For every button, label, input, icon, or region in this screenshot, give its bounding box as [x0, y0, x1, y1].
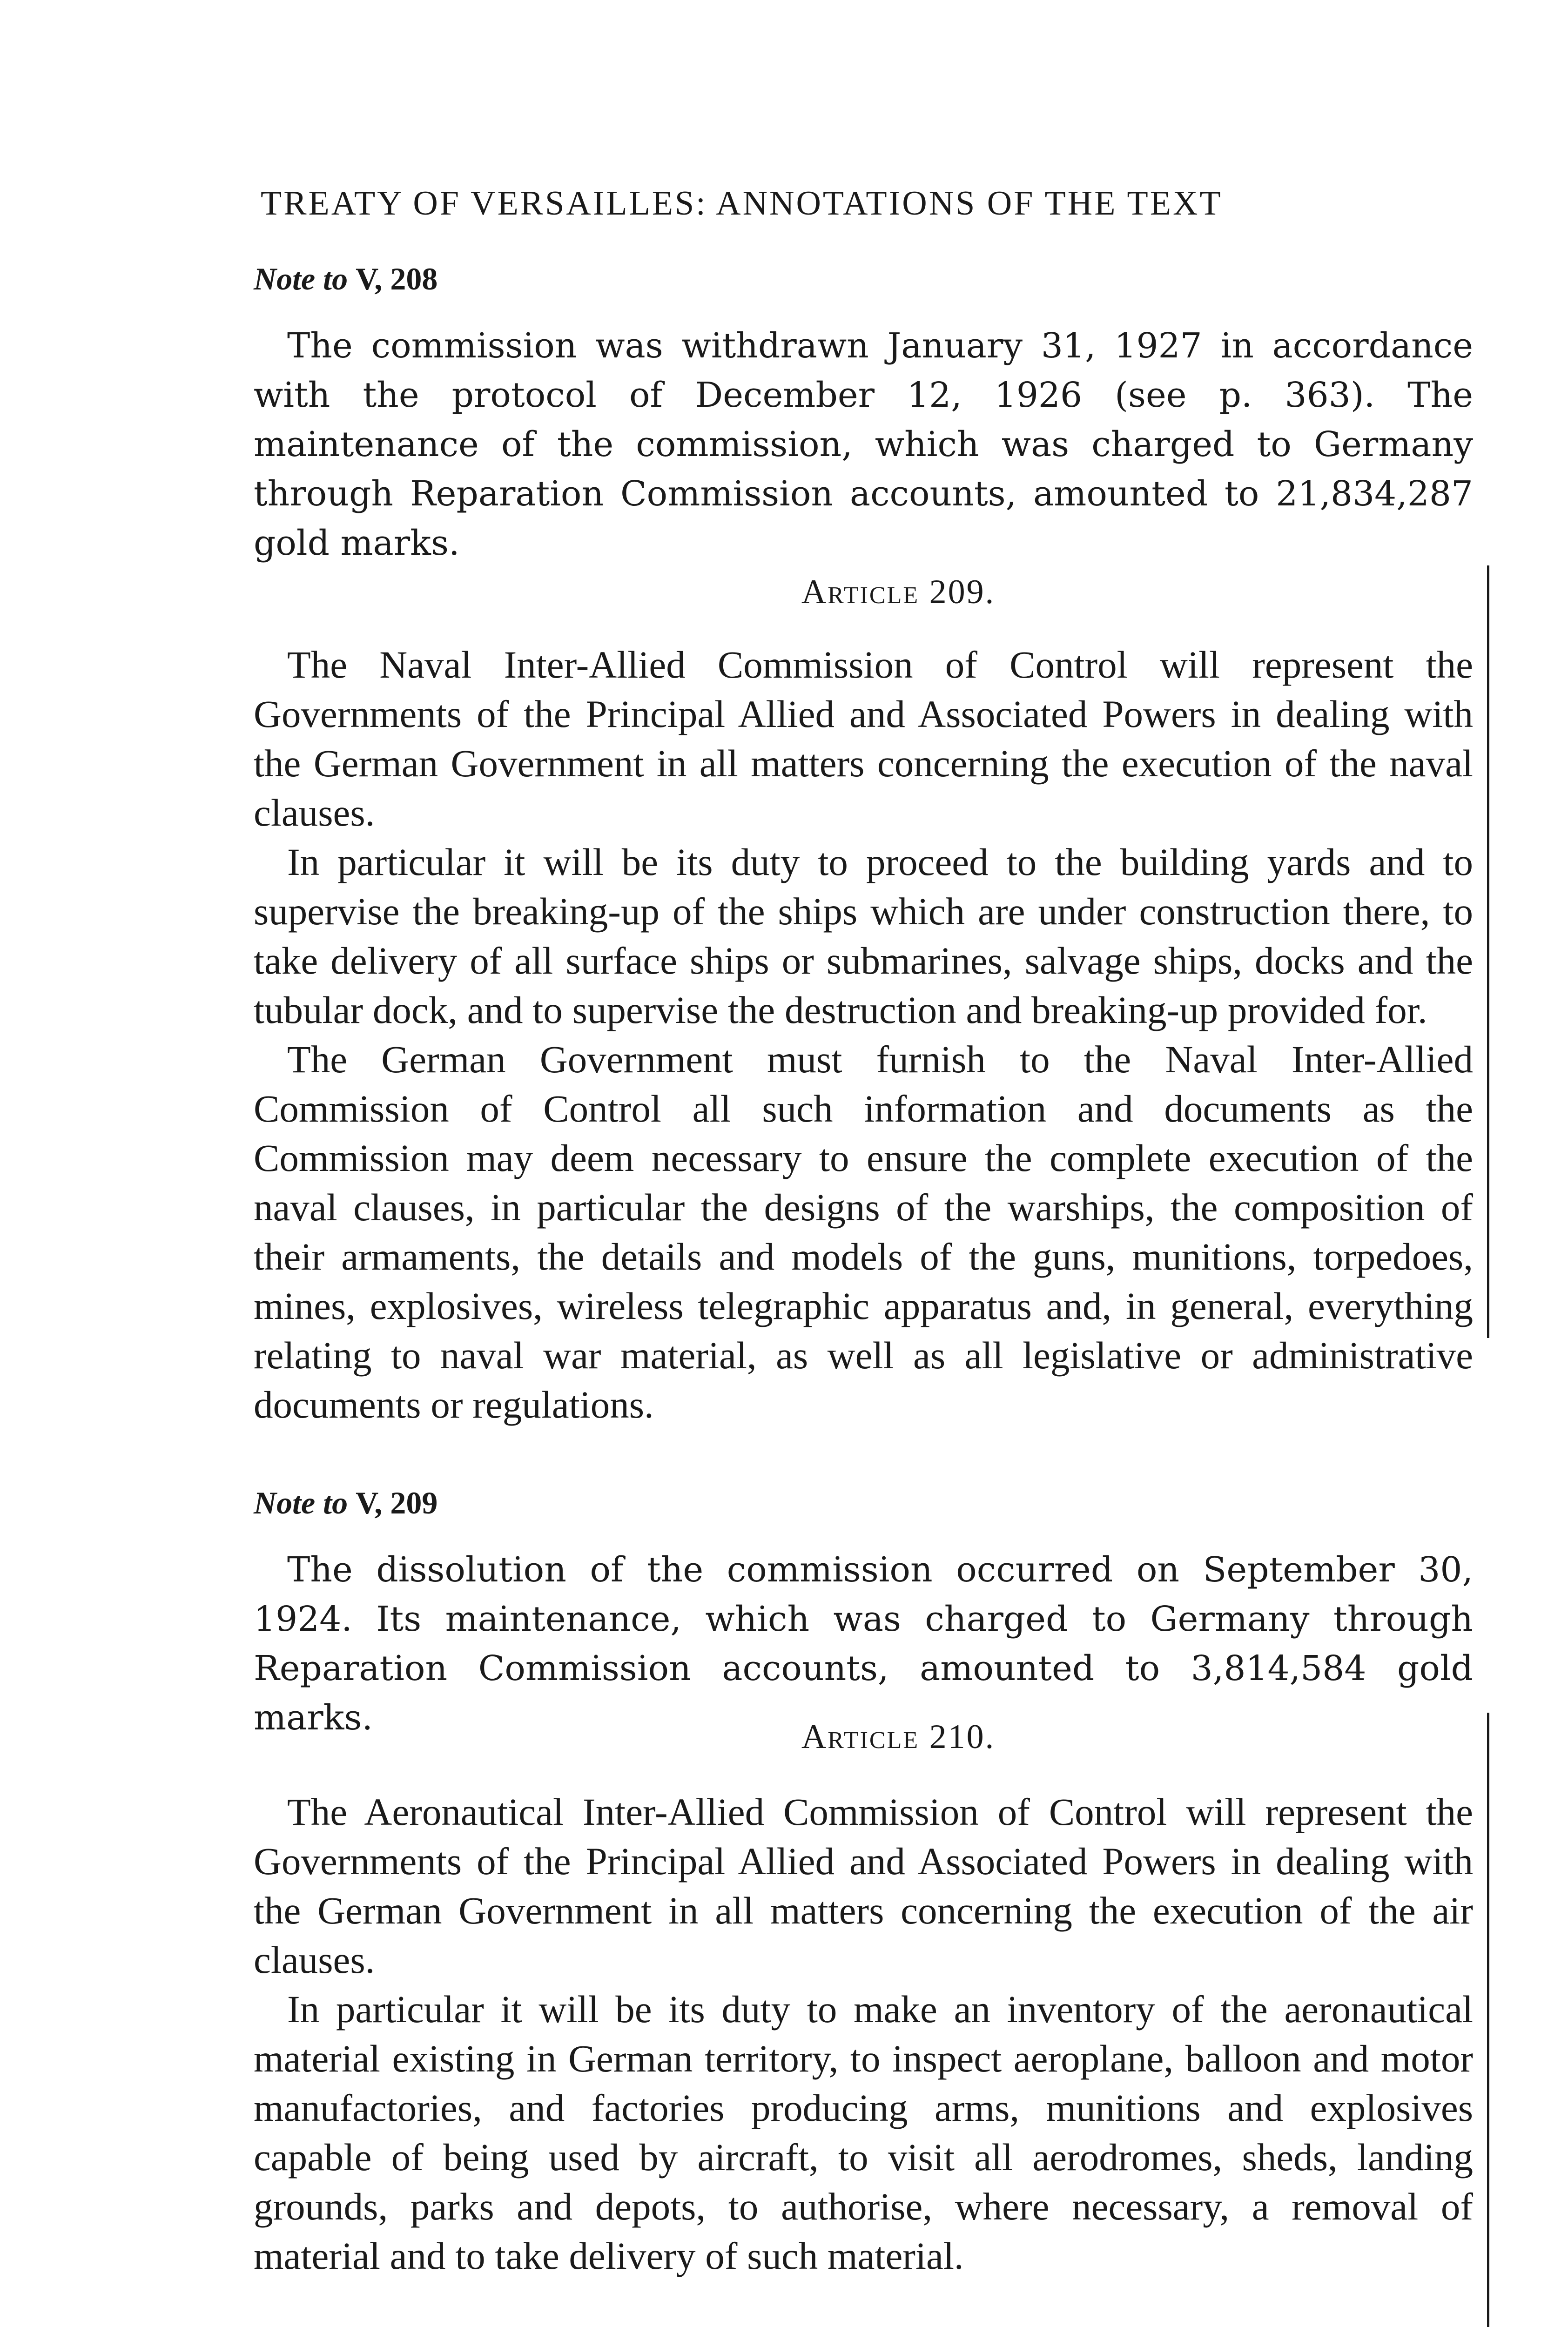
note-reference: V, 209 — [356, 1485, 438, 1520]
note-209-body — [254, 1545, 1473, 1742]
article-209-margin-rule — [1487, 565, 1489, 1338]
note-label: Note to — [254, 261, 348, 296]
article-210-heading: Article 210. — [801, 1718, 996, 1756]
article-210-margin-rule — [1487, 1713, 1489, 2327]
article-210-body — [254, 1787, 1473, 2280]
running-header: TREATY OF VERSAILLES: ANNOTATIONS OF THE TEXT — [261, 184, 1223, 222]
article-paragraph: The Naval Inter-Allied Commission of Control will represent the Governments of the Principal Allied and Associated Powers in dealing with the German Government in all matters concerning the execution of the naval clauses. — [254, 643, 1473, 834]
note-paragraph: The dissolution of the commission occurred on September 30, 1924. Its maintenance, which was charged to Germany through Reparation Commission accounts, amounted to 3,814,584 gold marks. — [254, 1550, 1473, 1738]
article-209-heading: Article 209. — [801, 573, 996, 611]
note-208-heading — [254, 261, 437, 297]
article-209-body — [254, 640, 1473, 1429]
note-paragraph: The commission was withdrawn January 31, 1927 in accordance with the protocol of December 12, 1926 (see p. 363). The maintenance of the commission, which was charged to Germany through Reparation Commission accounts, amounted to 21,834,287 gold marks. — [254, 326, 1473, 563]
article-paragraph: In particular it will be its duty to proceed to the building yards and to supervise the breaking-up of the ships which are under construction there, to take delivery of all surface ships or submarines, salvage ships, docks and the tubular dock, and to supervise the destruction and breaking-up provided for. — [254, 841, 1473, 1031]
article-paragraph: The German Government must furnish to the Naval Inter-Allied Commission of Control all such information and documents as the Commission may deem necessary to ensure the complete execution of the naval clauses, in particular the designs of the warships, the composition of their armaments, the details and models of the guns, munitions, torpedoes, mines, explosives, wireless telegraphic apparatus and, in general, everything relating to naval war material, as well as all legislative or administrative documents or regulations. — [254, 1038, 1473, 1426]
note-label: Note to — [254, 1485, 348, 1520]
article-paragraph: In particular it will be its duty to make an inventory of the aeronautical material existing in German territory, to inspect aeroplane, balloon and motor manufactories, and factories producing arms, munitions and explosives capable of being used by aircraft, to visit all aerodromes, sheds, landing grounds, parks and depots, to authorise, where necessary, a removal of material and to take delivery of such material. — [254, 1988, 1473, 2277]
note-reference: V, 208 — [356, 261, 438, 296]
article-paragraph: The Aeronautical Inter-Allied Commission of Control will represent the Governments of the Principal Allied and Associated Powers in dealing with the German Government in all matters concerning the execution of the air clauses. — [254, 1790, 1473, 1981]
note-209-heading — [254, 1485, 437, 1521]
note-208-body — [254, 321, 1473, 568]
